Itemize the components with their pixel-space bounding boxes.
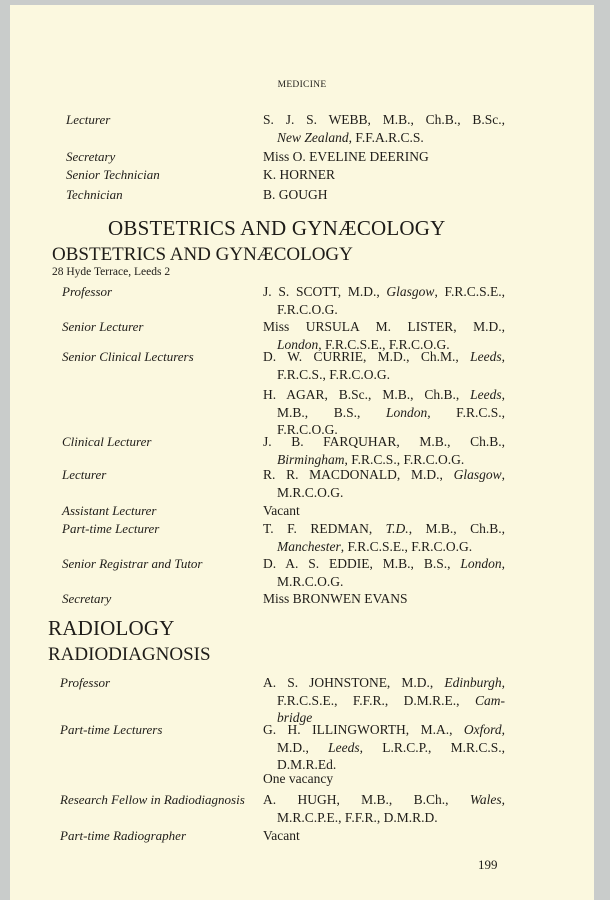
entry-line: A. HUGH, M.B., B.Ch., Wales, <box>263 792 505 807</box>
entry-line: M.B., B.S., London, F.R.C.S., <box>277 404 505 420</box>
entry-line: Miss O. EVELINE DEERING <box>263 149 429 164</box>
entry-line: M.R.C.O.G. <box>277 573 344 589</box>
staff-entry <box>263 466 505 501</box>
role-label: Lecturer <box>62 467 107 482</box>
entry-line: J. S. SCOTT, M.D., Glasgow, F.R.C.S.E., <box>263 284 505 299</box>
role-label: Professor <box>60 675 111 690</box>
entry-line: S. J. S. WEBB, M.B., Ch.B., B.Sc., <box>263 112 505 127</box>
division-address: 28 Hyde Terrace, Leeds 2 <box>52 266 171 278</box>
entry-line: M.R.C.P.E., F.F.R., D.M.R.D. <box>277 809 438 825</box>
staff-entry <box>263 148 429 166</box>
entry-line: bridge <box>277 710 313 725</box>
entry-line: F.R.C.O.G. <box>277 422 338 437</box>
staff-entry <box>263 674 505 727</box>
entry-line: K. HORNER <box>263 167 336 182</box>
role-label: Senior Clinical Lecturers <box>62 349 194 364</box>
staff-entry <box>263 590 408 608</box>
role-label: Part-time Lecturer <box>62 521 160 536</box>
running-head: MEDICINE <box>277 80 327 90</box>
staff-entry <box>263 791 505 826</box>
entry-line: M.D., Leeds, L.R.C.P., M.R.C.S., <box>277 739 505 755</box>
role-label: Secretary <box>62 591 112 606</box>
staff-entry <box>263 721 505 774</box>
role-label: Professor <box>62 284 113 299</box>
staff-entry <box>263 386 505 439</box>
entry-line: T. F. REDMAN, T.D., M.B., Ch.B., <box>263 521 505 536</box>
entry-line: New Zealand, F.F.A.R.C.S. <box>277 129 424 145</box>
entry-line: D. A. S. EDDIE, M.B., B.S., London, <box>263 556 505 571</box>
entry-line: A. S. JOHNSTONE, M.D., Edinburgh, <box>263 675 505 690</box>
role-label: Part-time Radiographer <box>60 828 187 843</box>
division-title: OBSTETRICS AND GYNÆCOLOGY <box>52 244 353 265</box>
role-label: Senior Technician <box>66 167 160 182</box>
entry-line: D.M.R.Ed. <box>277 757 337 772</box>
entry-line: F.R.C.S.E., F.F.R., D.M.R.E., Cam- <box>277 692 505 708</box>
role-label: Part-time Lecturers <box>60 722 163 737</box>
entry-line: Vacant <box>263 503 300 518</box>
staff-entry <box>263 433 505 468</box>
staff-entry <box>263 555 505 590</box>
entry-line: Miss BRONWEN EVANS <box>263 591 408 606</box>
entry-line: F.R.C.O.G. <box>277 301 338 317</box>
staff-entry <box>263 186 328 204</box>
entry-line: F.R.C.S., F.R.C.O.G. <box>277 366 391 382</box>
page-number: 199 <box>478 857 498 872</box>
staff-entry <box>263 770 333 788</box>
entry-line: M.R.C.O.G. <box>277 484 344 500</box>
role-label: Clinical Lecturer <box>62 434 152 449</box>
role-label: Senior Lecturer <box>62 319 144 334</box>
entry-line: London, F.R.C.S.E., F.R.C.O.G. <box>277 336 450 352</box>
role-label: Assistant Lecturer <box>62 503 157 518</box>
entry-line: Birmingham, F.R.C.S., F.R.C.O.G. <box>277 451 465 467</box>
role-label: Technician <box>66 187 123 202</box>
role-label: Lecturer <box>66 112 111 127</box>
staff-entry <box>263 166 335 184</box>
entry-line: G. H. ILLINGWORTH, M.A., Oxford, <box>263 722 505 737</box>
entry-line: Vacant <box>263 828 300 843</box>
entry-line: Manchester, F.R.C.S.E., F.R.C.O.G. <box>277 538 473 554</box>
division-title: RADIODIAGNOSIS <box>48 644 211 665</box>
staff-entry <box>263 502 300 520</box>
entry-line: B. GOUGH <box>263 187 328 202</box>
entry-line: R. R. MACDONALD, M.D., Glasgow, <box>263 467 505 482</box>
role-label: Secretary <box>66 149 116 164</box>
entry-line: J. B. FARQUHAR, M.B., Ch.B., <box>263 434 505 449</box>
department-title: OBSTETRICS AND GYNÆCOLOGY <box>108 216 446 240</box>
entry-line: H. AGAR, B.Sc., M.B., Ch.B., Leeds, <box>263 387 505 402</box>
entry-line: D. W. CURRIE, M.D., Ch.M., Leeds, <box>263 349 505 364</box>
staff-entry <box>263 520 505 555</box>
document-page <box>10 5 594 900</box>
staff-entry <box>263 348 505 383</box>
staff-entry <box>263 827 300 845</box>
department-title: RADIOLOGY <box>48 616 175 640</box>
entry-line: Miss URSULA M. LISTER, M.D., <box>263 319 505 334</box>
role-label: Research Fellow in Radiodiagnosis <box>60 792 245 807</box>
staff-entry <box>263 111 505 146</box>
role-label: Senior Registrar and Tutor <box>62 556 203 571</box>
staff-entry <box>263 283 505 318</box>
entry-line: One vacancy <box>263 771 334 786</box>
